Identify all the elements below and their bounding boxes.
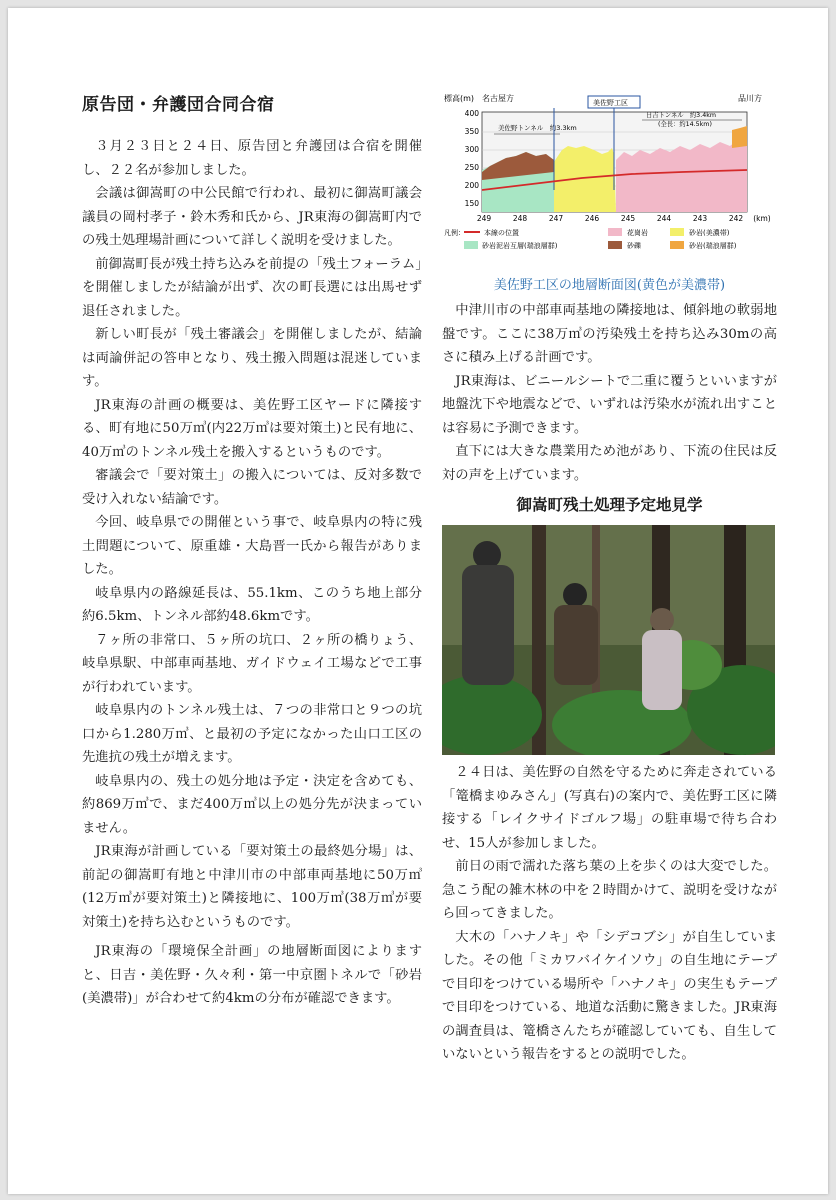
- tunnel2-length: (全長：約14.5km): [658, 121, 712, 128]
- x-tick: 245: [620, 214, 636, 223]
- paragraph: 岐阜県内の、残土の処分地は予定・決定を含めても、約869万㎥で、まだ400万㎥以上の処分先が決まっていません。: [82, 773, 422, 836]
- y-tick: 150: [464, 199, 479, 208]
- geological-section-figure: [442, 90, 777, 260]
- x-tick: 247: [548, 214, 564, 223]
- tunnel2-label: 日吉トンネル 約3.4km: [646, 112, 716, 119]
- paragraph: 今回、岐阜県での開催という事で、岐阜県内の特に残土問題について、原重雄・大島晋一氏から報告がありました。: [82, 515, 422, 577]
- paragraph: 岐阜県内のトンネル残土は、７つの非常口と９つの坑口から1.280万㎥、と最初の予定になかった山口工区の先進抗の残土が増えます。: [82, 703, 422, 765]
- paragraph: 岐阜県内の路線延長は、55.1km、このうち地上部分約6.5km、トンネル部約48.6kmです。: [82, 585, 422, 624]
- paragraph: ７ヶ所の非常口、５ヶ所の坑口、２ヶ所の橋りょう、岐阜県駅、中部車両基地、ガイドウェイ工場などで工事が行われています。: [82, 632, 422, 695]
- x-tick: 249: [476, 214, 492, 223]
- paragraph: ３月２３日と２４日、原告団と弁護団は合宿を開催し、２２名が参加しました。: [82, 139, 422, 178]
- x-unit: (km): [753, 214, 771, 223]
- legend-label: 砂岩(美濃帯): [689, 229, 730, 237]
- x-tick: 243: [692, 214, 708, 223]
- section-box-label: 美佐野工区: [593, 99, 628, 107]
- right-place-label: 品川方: [738, 94, 762, 103]
- paragraph: JR東海の計画の概要は、美佐野工区ヤードに隣接する、町有地に50万㎥(内22万㎥は要対策土)と民有地に、40万㎥のトンネル残土を搬入するというものです。: [82, 397, 422, 460]
- figure-caption: 美佐野工区の地層断面図(黄色が美濃帯): [493, 278, 726, 293]
- y-tick: 300: [464, 145, 479, 154]
- paragraph: 審議会で「要対策土」の搬入については、反対多数で受け入れない結論です。: [82, 468, 422, 507]
- legend-swatch-granite: [608, 228, 622, 236]
- ylabel: 標高(m): [444, 94, 475, 103]
- paragraph: 新しい町長が「残土審議会」を開催しましたが、結論は両論併記の答申となり、残土搬入問題は混迷しています。: [82, 327, 422, 389]
- paragraph: 中津川市の中部車両基地の隣接地は、傾斜地の軟弱地盤です。ここに38万㎥の汚染残土を持ち込み30mの高さに積み上げる計画です。: [442, 303, 777, 365]
- x-tick: 248: [512, 214, 528, 223]
- x-tick: 242: [728, 214, 744, 223]
- legend-label: 砂礫: [627, 242, 641, 250]
- right-column: [442, 90, 777, 1067]
- geological-section-diagram: [442, 90, 777, 260]
- legend-title: 凡例：: [444, 229, 465, 237]
- y-tick: 350: [464, 127, 479, 136]
- section-subtitle: 御嵩町残土処理予定地見学: [516, 496, 703, 514]
- y-tick: 400: [464, 109, 479, 118]
- x-tick: 244: [656, 214, 672, 223]
- left-column: [82, 90, 422, 1011]
- article-title: 原告団・弁護団合同合宿: [82, 95, 275, 115]
- legend-swatch-gravel: [608, 241, 622, 249]
- paragraph: 前日の雨で濡れた落ち葉の上を歩くのは大変でした。急こう配の雑木林の中を２時間かけて、説明を受けながら回ってきました。: [442, 859, 777, 921]
- paragraph: 大木の「ハナノキ」や「シデコブシ」が自生していました。その他「ミカワバイケイソウ」の自生地にテープで目印をつけている場所や「ハナノキ」の実生もテープで目印をつけている、地道な活動に驚きました。JR東海の調査員は、篭橋さんたちが確認していても、自生していないという報告をするとの説明でした。: [442, 929, 777, 1062]
- newsletter-page: [8, 8, 828, 1194]
- legend-label: 砂岩泥岩互層(瑞浪層群): [482, 242, 558, 250]
- legend-swatch-mizunami-sandstone: [670, 241, 684, 249]
- left-place-label: 名古屋方: [482, 94, 514, 103]
- y-ticks: [465, 109, 480, 208]
- tunnel1-label: 美佐野トンネル 約3.3km: [498, 124, 577, 132]
- paragraph: JR東海の「環境保全計画」の地層断面図によりますと、日吉・美佐野・久々利・第一中京圏トネルで「砂岩(美濃帯)」が合わせて約4kmの分布が確認できます。: [82, 944, 422, 1006]
- paragraph: ２４日は、美佐野の自然を守るために奔走されている「篭橋まゆみさん」(写真右)の案内で、美佐野工区に隣接する「レイクサイドゴルフ場」の駐車場で待ち合わせ、15人が参加しました。: [442, 765, 777, 851]
- x-tick: 246: [584, 214, 600, 223]
- paragraph: JR東海は、ビニールシートで二重に覆うといいますが地盤沈下や地震などで、いずれは汚染水が流れ出すことは容易に予測できます。: [442, 373, 777, 436]
- field-visit-photo: [442, 525, 775, 755]
- legend-label: 砂岩(瑞浪層群): [689, 242, 737, 250]
- paragraph: 会議は御嵩町の中公民館で行われ、最初に御嵩町議会議員の岡村孝子・鈴木秀和氏から、JR東海の御嵩町内での残土処理場計画について詳しく説明を受けました。: [82, 186, 422, 248]
- legend-swatch-sandstone-mudstone: [464, 241, 478, 249]
- y-tick: 250: [464, 163, 479, 172]
- paragraph: JR東海が計画している「要対策土の最終処分場」は、前記の御嵩町有地と中津川市の中部車両基地に50万㎥(12万㎥が要対策土)と隣接地に、100万㎥(38万㎥が要対策土)を持ち込むというものです。: [82, 844, 422, 930]
- legend-label: 花崗岩: [627, 229, 648, 237]
- legend-swatch-mino-sandstone: [670, 228, 684, 236]
- y-tick: 200: [464, 181, 479, 190]
- forest-photo-illustration: [442, 525, 775, 755]
- x-ticks: [477, 214, 771, 223]
- legend-label: 本線の位置: [484, 229, 519, 237]
- paragraph: 直下には大きな農業用ため池があり、下流の住民は反対の声を上げています。: [442, 444, 777, 483]
- paragraph: 前御嵩町長が残土持ち込みを前提の「残土フォーラム」を開催しましたが結論が出ず、次の町長選には出馬せず退任されました。: [82, 256, 422, 319]
